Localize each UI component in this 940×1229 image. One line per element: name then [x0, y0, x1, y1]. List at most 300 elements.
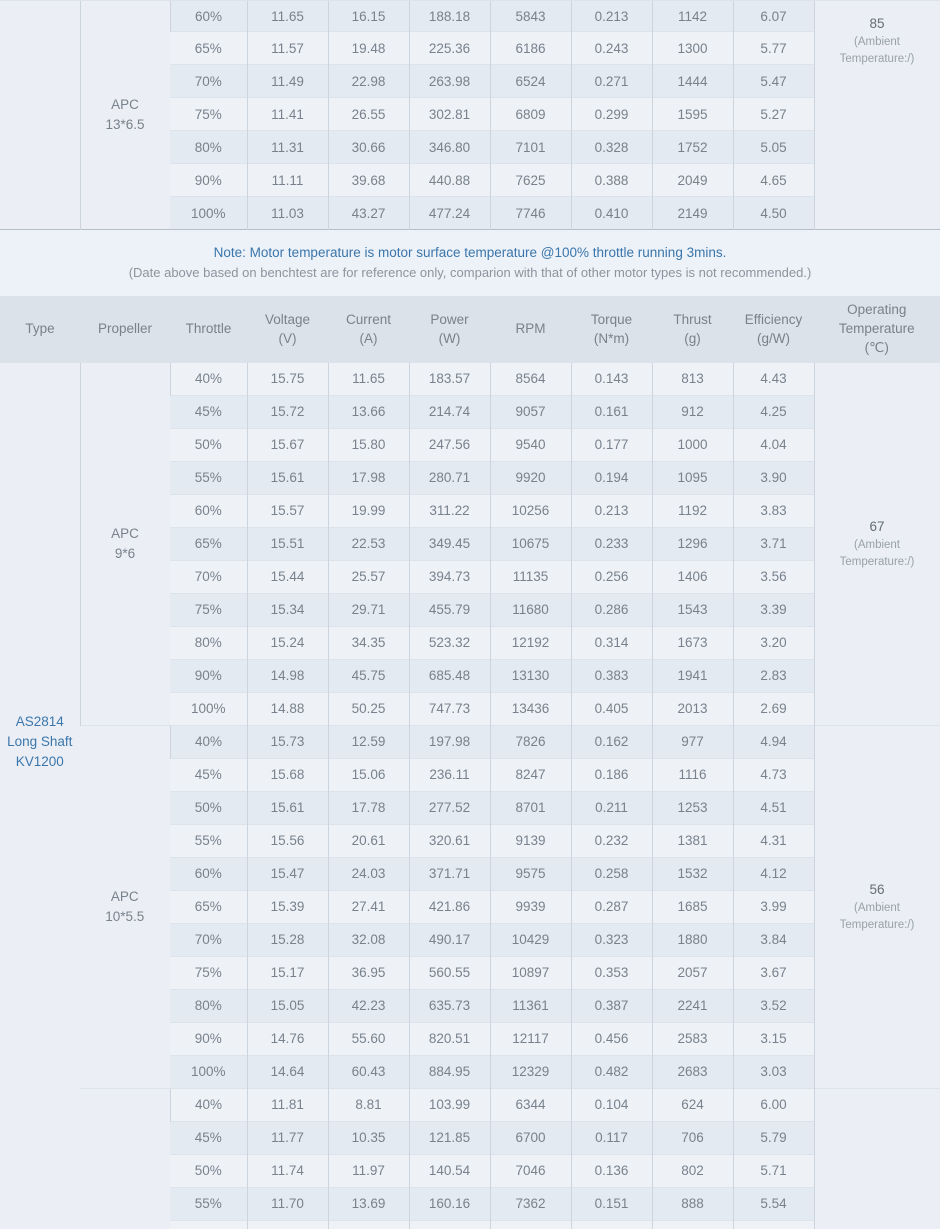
- table-cell: 1543: [652, 593, 733, 626]
- table-cell: 4.51: [733, 791, 814, 824]
- table-cell: 7826: [490, 725, 571, 758]
- table-cell: 490.17: [409, 923, 490, 956]
- table-cell: 1381: [652, 824, 733, 857]
- table-cell: 5.77: [733, 32, 814, 65]
- table-cell: 1880: [652, 923, 733, 956]
- table-cell: 0.104: [571, 1088, 652, 1121]
- table-cell: 5.54: [733, 1187, 814, 1220]
- table-cell: 685.48: [409, 659, 490, 692]
- table-cell: 65%: [170, 890, 247, 923]
- table-cell: 3.71: [733, 527, 814, 560]
- temp-note: Temperature:/): [839, 53, 915, 65]
- table-cell: 706: [652, 1121, 733, 1154]
- table-cell: 45.75: [328, 659, 409, 692]
- table-cell: 7101: [490, 131, 571, 164]
- table-cell: 8.81: [328, 1088, 409, 1121]
- table-cell: 45%: [170, 1121, 247, 1154]
- col-header-line: Operating: [847, 302, 907, 318]
- table-cell: 884.95: [409, 1055, 490, 1088]
- table-cell: 80%: [170, 626, 247, 659]
- table-cell: 11.74: [247, 1154, 328, 1187]
- table-cell: 11135: [490, 560, 571, 593]
- col-header-rpm: [490, 296, 571, 362]
- table-cell: 15.61: [247, 791, 328, 824]
- table-cell: 197.98: [409, 725, 490, 758]
- table-cell: 15.80: [328, 428, 409, 461]
- table-cell: 13.69: [328, 1187, 409, 1220]
- table-cell: 36.95: [328, 956, 409, 989]
- col-header-line: (W): [438, 330, 461, 346]
- table-cell: 0.232: [571, 824, 652, 857]
- table-cell: 8564: [490, 362, 571, 395]
- propeller-cell: [80, 362, 170, 725]
- table-cell: 75%: [170, 98, 247, 131]
- table-cell: 0.213: [571, 494, 652, 527]
- temp-note: Temperature:/): [839, 918, 915, 931]
- table-cell: 277.52: [409, 791, 490, 824]
- table-cell: 888: [652, 1187, 733, 1220]
- table-cell: 4.65: [733, 164, 814, 197]
- table-cell: 39.68: [328, 164, 409, 197]
- table-cell: 45%: [170, 395, 247, 428]
- col-header-power: [409, 296, 490, 362]
- table-cell: 802: [652, 1154, 733, 1187]
- table-cell: 70%: [170, 923, 247, 956]
- table-cell: 0.323: [571, 923, 652, 956]
- table-cell: 820.51: [409, 1022, 490, 1055]
- col-header-line: Thrust: [673, 311, 712, 327]
- table-cell: 4.43: [733, 362, 814, 395]
- table-cell: 50%: [170, 428, 247, 461]
- col-header-thrust: [652, 296, 733, 362]
- note: [0, 230, 940, 296]
- table-cell: 5.71: [733, 1154, 814, 1187]
- table-cell: 912: [652, 395, 733, 428]
- table-cell: 0.286: [571, 593, 652, 626]
- table-cell: 263.98: [409, 65, 490, 98]
- motor-type-label: KV1200: [15, 754, 64, 770]
- motor-type-label: AS2814: [15, 714, 64, 730]
- table-cell: 13.66: [328, 395, 409, 428]
- table-cell: 3.99: [733, 890, 814, 923]
- table-cell: 302.81: [409, 98, 490, 131]
- table-cell: 60%: [170, 857, 247, 890]
- table-cell: 12192: [490, 626, 571, 659]
- table-cell: 22.98: [328, 65, 409, 98]
- table-cell: 5.27: [733, 98, 814, 131]
- table-cell: [652, 1220, 733, 1229]
- table-cell: [733, 1220, 814, 1229]
- table-cell: 225.36: [409, 32, 490, 65]
- table-cell: 11680: [490, 593, 571, 626]
- table-cell: 45%: [170, 758, 247, 791]
- table-cell: 320.61: [409, 824, 490, 857]
- table-cell: 9057: [490, 395, 571, 428]
- table-cell: 2057: [652, 956, 733, 989]
- table-cell: 55%: [170, 1187, 247, 1220]
- table-cell: 22.53: [328, 527, 409, 560]
- table-cell: 14.76: [247, 1022, 328, 1055]
- table-cell: 14.98: [247, 659, 328, 692]
- table-cell: 15.44: [247, 560, 328, 593]
- table-cell: 0.383: [571, 659, 652, 692]
- table-cell: 15.72: [247, 395, 328, 428]
- table-cell: 15.06: [328, 758, 409, 791]
- table-cell: 523.32: [409, 626, 490, 659]
- table-cell: 27.41: [328, 890, 409, 923]
- table-cell: 280.71: [409, 461, 490, 494]
- table-cell: 5.47: [733, 65, 814, 98]
- table-cell: 14.64: [247, 1055, 328, 1088]
- table-cell: 311.22: [409, 494, 490, 527]
- temp-value: 56: [869, 881, 885, 897]
- propeller-cell: [80, 725, 170, 1088]
- table-cell: 15.67: [247, 428, 328, 461]
- table-cell: 1941: [652, 659, 733, 692]
- table-cell: 15.61: [247, 461, 328, 494]
- table-cell: 3.03: [733, 1055, 814, 1088]
- table-cell: 100%: [170, 1055, 247, 1088]
- col-header-line: (g): [684, 330, 701, 346]
- table-cell: 10429: [490, 923, 571, 956]
- table-cell: 30.66: [328, 131, 409, 164]
- table-cell: 0.387: [571, 989, 652, 1022]
- table-cell: 50.25: [328, 692, 409, 725]
- propeller-label: APC: [111, 525, 139, 541]
- table-cell: 60%: [170, 494, 247, 527]
- table-cell: 12329: [490, 1055, 571, 1088]
- table-cell: 977: [652, 725, 733, 758]
- table-cell: 50%: [170, 791, 247, 824]
- table-cell: 0.314: [571, 626, 652, 659]
- col-header-type: [0, 296, 80, 362]
- table-cell: 11.57: [247, 32, 328, 65]
- table-cell: 1253: [652, 791, 733, 824]
- col-header-line: (℃): [864, 340, 889, 356]
- spec-table-top: [0, 0, 940, 230]
- table-cell: 1752: [652, 131, 733, 164]
- temperature-cell: [814, 725, 940, 1088]
- table-cell: 15.24: [247, 626, 328, 659]
- table-cell: 40%: [170, 725, 247, 758]
- table-cell: 4.04: [733, 428, 814, 461]
- table-cell: 0.243: [571, 32, 652, 65]
- table-cell: 1444: [652, 65, 733, 98]
- table-cell: 25.57: [328, 560, 409, 593]
- table-cell: 19.99: [328, 494, 409, 527]
- table-cell: 121.85: [409, 1121, 490, 1154]
- table-cell: 1000: [652, 428, 733, 461]
- temp-note: (Ambient: [853, 36, 901, 48]
- table-row: [0, 1, 940, 32]
- table-cell: 50%: [170, 1154, 247, 1187]
- table-cell: 16.15: [328, 1, 409, 32]
- propeller-label: 13*6.5: [105, 117, 145, 132]
- col-header-line: Torque: [590, 311, 633, 327]
- table-cell: 65%: [170, 527, 247, 560]
- table-cell: 9920: [490, 461, 571, 494]
- table-cell: 1095: [652, 461, 733, 494]
- table-cell: 747.73: [409, 692, 490, 725]
- temp-value: 85: [869, 16, 885, 31]
- table-cell: 0.161: [571, 395, 652, 428]
- table-cell: 12.59: [328, 725, 409, 758]
- table-cell: 3.84: [733, 923, 814, 956]
- table-cell: 65%: [170, 32, 247, 65]
- table-cell: 12117: [490, 1022, 571, 1055]
- temp-value: 67: [869, 518, 885, 534]
- table-cell: [490, 1220, 571, 1229]
- table-cell: 346.80: [409, 131, 490, 164]
- table-cell: 1142: [652, 1, 733, 32]
- table-cell: 8701: [490, 791, 571, 824]
- table-cell: 4.12: [733, 857, 814, 890]
- col-header-throttle: [170, 296, 247, 362]
- table-cell: 11.81: [247, 1088, 328, 1121]
- table-cell: 5.79: [733, 1121, 814, 1154]
- table-cell: 20.61: [328, 824, 409, 857]
- table-cell: 421.86: [409, 890, 490, 923]
- table-cell: 15.56: [247, 824, 328, 857]
- table-cell: 100%: [170, 197, 247, 230]
- propeller-label: APC: [111, 97, 139, 112]
- table-cell: 0.211: [571, 791, 652, 824]
- table-cell: [328, 1220, 409, 1229]
- temperature-cell: [814, 1, 940, 230]
- table-cell: 15.57: [247, 494, 328, 527]
- table-cell: 15.28: [247, 923, 328, 956]
- col-header-line: Temperature: [838, 321, 915, 337]
- col-header-line: (N*m): [593, 330, 630, 346]
- table-cell: 15.51: [247, 527, 328, 560]
- table-cell: 2149: [652, 197, 733, 230]
- table-cell: 371.71: [409, 857, 490, 890]
- table-cell: 15.73: [247, 725, 328, 758]
- table-cell: 0.271: [571, 65, 652, 98]
- table-cell: 15.47: [247, 857, 328, 890]
- temperature-cell: [814, 362, 940, 725]
- table-cell: 2.69: [733, 692, 814, 725]
- table-cell: 0.405: [571, 692, 652, 725]
- table-cell: 75%: [170, 956, 247, 989]
- note-line-1: Note: Motor temperature is motor surface temperature @100% throttle running 3mins.: [213, 245, 727, 260]
- propeller-cell: [80, 1088, 170, 1229]
- table-cell: 90%: [170, 164, 247, 197]
- table-cell: 3.83: [733, 494, 814, 527]
- table-cell: 0.162: [571, 725, 652, 758]
- table-cell: 0.143: [571, 362, 652, 395]
- table-cell: 1406: [652, 560, 733, 593]
- table-cell: 60.43: [328, 1055, 409, 1088]
- table-cell: 3.39: [733, 593, 814, 626]
- table-cell: 9575: [490, 857, 571, 890]
- table-cell: 80%: [170, 989, 247, 1022]
- table-cell: 15.17: [247, 956, 328, 989]
- table-cell: 75%: [170, 593, 247, 626]
- table-cell: 188.18: [409, 1, 490, 32]
- table-cell: 635.73: [409, 989, 490, 1022]
- table-cell: [409, 1220, 490, 1229]
- table-cell: 13436: [490, 692, 571, 725]
- table-cell: 349.45: [409, 527, 490, 560]
- table-cell: 214.74: [409, 395, 490, 428]
- table-cell: 4.73: [733, 758, 814, 791]
- table-cell: 1300: [652, 32, 733, 65]
- table-cell: 6.07: [733, 1, 814, 32]
- col-header-line: Propeller: [97, 321, 153, 337]
- table-cell: 1296: [652, 527, 733, 560]
- table-cell: 140.54: [409, 1154, 490, 1187]
- table-cell: 1192: [652, 494, 733, 527]
- table-cell: 6700: [490, 1121, 571, 1154]
- propeller-label: 10*5.5: [105, 908, 145, 924]
- table-cell: 183.57: [409, 362, 490, 395]
- col-header-line: Throttle: [185, 321, 232, 337]
- propeller-cell: [80, 1, 170, 230]
- table-cell: 55.60: [328, 1022, 409, 1055]
- table-cell: 4.50: [733, 197, 814, 230]
- table-cell: 1673: [652, 626, 733, 659]
- table-cell: 11.03: [247, 197, 328, 230]
- table-cell: 3.90: [733, 461, 814, 494]
- col-header-voltage: [247, 296, 328, 362]
- table-cell: 10.35: [328, 1121, 409, 1154]
- temperature-cell: [814, 1088, 940, 1229]
- table-cell: 1116: [652, 758, 733, 791]
- table-cell: 10256: [490, 494, 571, 527]
- type-cell: [0, 1, 80, 230]
- table-cell: 17.78: [328, 791, 409, 824]
- table-cell: 11.49: [247, 65, 328, 98]
- table-cell: 24.03: [328, 857, 409, 890]
- table-cell: 90%: [170, 659, 247, 692]
- table-cell: 11361: [490, 989, 571, 1022]
- motor-type-label: Long Shaft: [7, 734, 73, 750]
- table-cell: 100%: [170, 692, 247, 725]
- table-cell: 0.482: [571, 1055, 652, 1088]
- col-header-current: [328, 296, 409, 362]
- table-cell: 90%: [170, 1022, 247, 1055]
- table-cell: 3.20: [733, 626, 814, 659]
- table-cell: 32.08: [328, 923, 409, 956]
- col-header-torque: [571, 296, 652, 362]
- table-cell: 3.52: [733, 989, 814, 1022]
- table-cell: 11.11: [247, 164, 328, 197]
- spec-table-main: [0, 296, 940, 1229]
- table-cell: 70%: [170, 65, 247, 98]
- col-header-line: Voltage: [264, 311, 311, 327]
- table-cell: 0.186: [571, 758, 652, 791]
- table-cell: 160.16: [409, 1187, 490, 1220]
- table-cell: 6809: [490, 98, 571, 131]
- table-cell: 0.410: [571, 197, 652, 230]
- table-cell: 3.15: [733, 1022, 814, 1055]
- table-cell: [170, 1220, 247, 1229]
- table-cell: 6186: [490, 32, 571, 65]
- table-cell: 0.388: [571, 164, 652, 197]
- table-cell: 5843: [490, 1, 571, 32]
- table-row: [0, 725, 940, 758]
- table-cell: 70%: [170, 560, 247, 593]
- table-cell: 40%: [170, 362, 247, 395]
- table-cell: 1685: [652, 890, 733, 923]
- table-cell: 560.55: [409, 956, 490, 989]
- table-cell: 624: [652, 1088, 733, 1121]
- table-cell: 8247: [490, 758, 571, 791]
- table-cell: 80%: [170, 131, 247, 164]
- col-header-line: (g/W): [757, 330, 790, 346]
- table-cell: 4.94: [733, 725, 814, 758]
- table-cell: 455.79: [409, 593, 490, 626]
- table-cell: 0.353: [571, 956, 652, 989]
- table-cell: 7625: [490, 164, 571, 197]
- table-cell: 0.213: [571, 1, 652, 32]
- table-cell: 34.35: [328, 626, 409, 659]
- table-cell: 19.48: [328, 32, 409, 65]
- table-cell: 0.456: [571, 1022, 652, 1055]
- table-cell: 11.70: [247, 1187, 328, 1220]
- table-cell: 2241: [652, 989, 733, 1022]
- col-header-line: Power: [430, 311, 469, 327]
- table-cell: 11.41: [247, 98, 328, 131]
- temp-note: (Ambient: [853, 901, 901, 914]
- header-row: [0, 296, 940, 362]
- col-header-operating-temperature: [814, 296, 940, 362]
- table-cell: 2013: [652, 692, 733, 725]
- table-cell: 40%: [170, 1088, 247, 1121]
- table-cell: 1532: [652, 857, 733, 890]
- table-cell: 6524: [490, 65, 571, 98]
- table-cell: 0.328: [571, 131, 652, 164]
- table-cell: 5.05: [733, 131, 814, 164]
- table-cell: 17.98: [328, 461, 409, 494]
- table-cell: 6.00: [733, 1088, 814, 1121]
- table-cell: 15.39: [247, 890, 328, 923]
- table-cell: 11.65: [247, 1, 328, 32]
- table-cell: 1595: [652, 98, 733, 131]
- propeller-label: 9*6: [114, 545, 136, 561]
- table-cell: 55%: [170, 824, 247, 857]
- col-header-line: Efficiency: [744, 311, 803, 327]
- table-cell: 10675: [490, 527, 571, 560]
- table-cell: 11.31: [247, 131, 328, 164]
- table-cell: 15.34: [247, 593, 328, 626]
- type-cell: [0, 362, 80, 1229]
- table-cell: 236.11: [409, 758, 490, 791]
- table-cell: 60%: [170, 1, 247, 32]
- table-cell: 2683: [652, 1055, 733, 1088]
- table-cell: 26.55: [328, 98, 409, 131]
- col-header-line: Type: [25, 321, 55, 337]
- table-cell: 4.31: [733, 824, 814, 857]
- table-row: [0, 362, 940, 395]
- note-line-2: (Date above based on benchtest are for reference only, comparion with that of other motor types is not recommended.): [128, 265, 812, 280]
- table-cell: 11.65: [328, 362, 409, 395]
- table-cell: 10897: [490, 956, 571, 989]
- table-cell: 0.177: [571, 428, 652, 461]
- table-cell: 7046: [490, 1154, 571, 1187]
- table-cell: 7746: [490, 197, 571, 230]
- table-cell: 3.56: [733, 560, 814, 593]
- temp-note: (Ambient: [853, 538, 901, 551]
- table-cell: 55%: [170, 461, 247, 494]
- table-cell: 2583: [652, 1022, 733, 1055]
- table-cell: 394.73: [409, 560, 490, 593]
- table-cell: 9939: [490, 890, 571, 923]
- table-cell: 9540: [490, 428, 571, 461]
- table-cell: 2.83: [733, 659, 814, 692]
- table-cell: 42.23: [328, 989, 409, 1022]
